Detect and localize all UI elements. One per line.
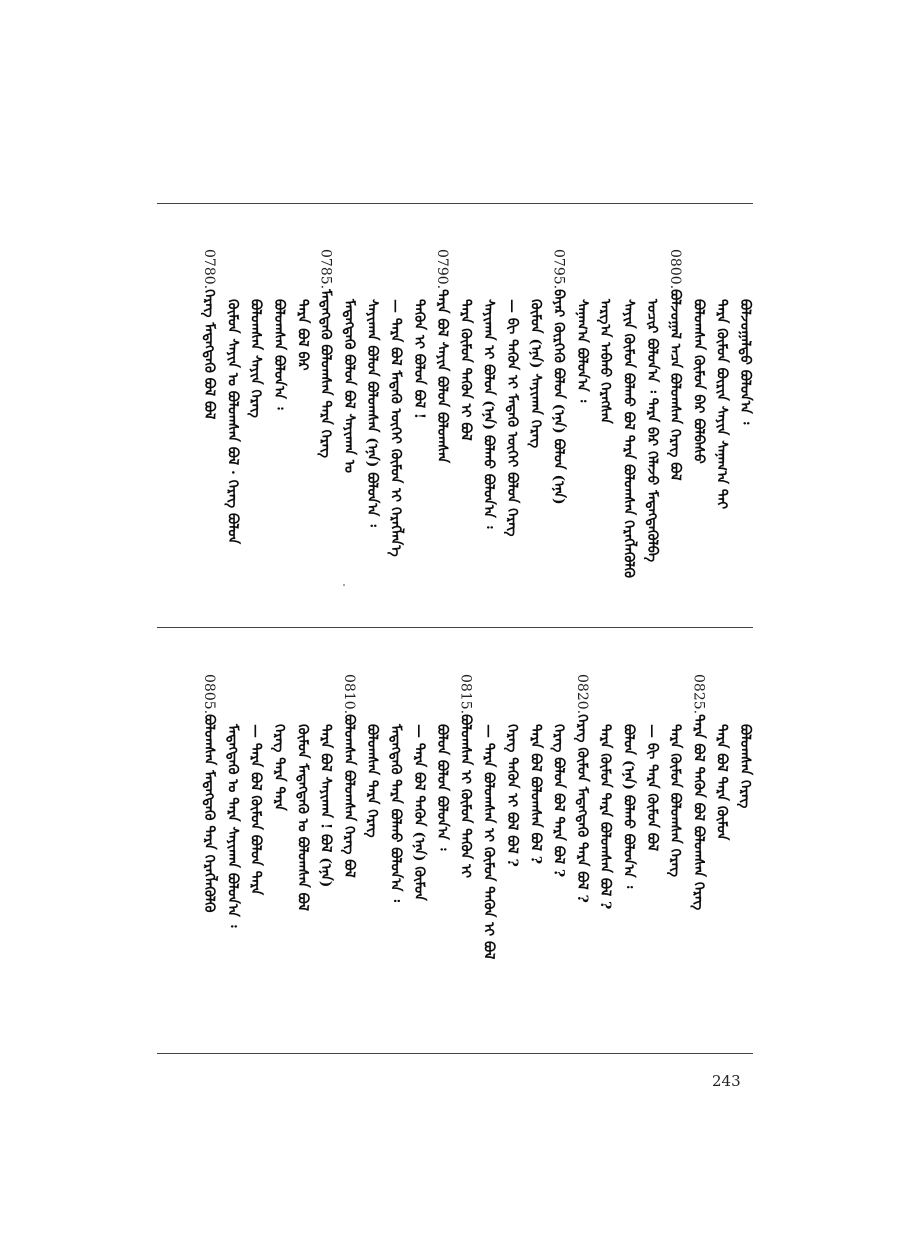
verse-line (502, 299, 522, 536)
verse-line (525, 724, 545, 864)
verse-text: ᠰᠠᠨᠠᠭ᠎ᠠ ᠪᠣᠯᠤᠨ᠎ᠠ ᠄ (573, 299, 590, 403)
verse-text: ᠬᠡᠷᠡᠭ ᠪᠣᠯᠤᠨ ᠪᠣᠯ ᠲᠡᠷᠡ ᠪᠣᠯ ? (550, 724, 567, 878)
verse-line (316, 724, 336, 887)
verse-text: — ᠲᠡᠷᠡ ᠪᠣᠯ ᠬᠦᠮᠦᠨ ᠪᠣᠯᠤᠨ ᠲᠡᠷᠡ (247, 724, 264, 896)
verse-text: ᠲᠡᠭᠦᠨ ᠢ ᠪᠣᠯᠤᠨ ᠪᠣᠯ ! (410, 299, 427, 420)
verse-line (502, 724, 522, 867)
verse-line (455, 674, 475, 878)
verse-line (735, 299, 755, 424)
verse-line (246, 299, 266, 418)
verse-text: ᠪᠣᠯᠵᠣᠭᠠᠯ ᠠᠴᠠ ᠪᠣᠯᠣᠭᠰᠠᠨ ᠬᠡᠷᠡᠭ ᠪᠣᠯ (667, 289, 684, 481)
verse-line (339, 674, 359, 878)
verse-line (432, 249, 452, 463)
verse-text: ᠪᠣᠯᠤᠨ (ᠡᠨᠡ) ᠪᠣᠯᠬᠤ ᠪᠣᠯᠤᠨ᠎ᠠ ᠄ (620, 724, 637, 889)
verse-line (386, 299, 406, 557)
verse-line (339, 299, 359, 473)
verse-text: ᠰᠠᠶᠢᠬᠠᠨ ᠢ ᠪᠣᠯᠤᠨ (ᠡᠨᠡ) ᠪᠣᠯᠬᠤ ᠪᠣᠯᠤᠨ᠎ᠠ ᠄ (480, 299, 497, 529)
print-speck (343, 584, 345, 586)
verse-block-lower (0, 630, 899, 1050)
verse-text: ᠪᠣᠯᠣᠭᠰᠠᠨ ᠮᠡᠳᠡᠭᠳᠡᠬᠦ ᠲᠡᠷᠡ ᠬᠡᠷᠡᠭᠯᠡᠭᠦᠯᠬᠦ (201, 714, 218, 913)
verse-text: ᠬᠦᠮᠦᠨ (ᠡᠨᠡ) ᠰᠠᠶᠢᠬᠠᠨ ᠬᠡᠷᠡᠭ (527, 299, 544, 449)
verse-line (665, 724, 685, 877)
middle-rule (157, 627, 753, 628)
verse-line (619, 724, 639, 888)
verse-text: ᠲᠡᠷᠡ ᠪᠣᠯ ᠲᠡᠭᠦᠨ ᠪᠣᠯ ᠪᠣᠯᠣᠭᠰᠠᠨ ᠬᠡᠷᠡᠭ (690, 714, 707, 911)
top-rule (157, 203, 753, 204)
verse-line (525, 299, 545, 448)
verse-text: ᠬᠡᠷᠡᠭ ᠮᠡᠳᠡᠭᠳᠡᠬᠦ ᠪᠣᠯ ᠪᠣᠯ (201, 289, 218, 420)
verse-text: ᠪᠣᠯᠤᠭᠰᠠᠨ ᠪᠣᠯᠤᠨ᠎ᠠ ᠄ (271, 299, 287, 410)
line-number: 0815. (457, 674, 474, 715)
verse-line (595, 724, 615, 909)
verse-line (362, 724, 382, 838)
verse-line (735, 724, 755, 808)
verse-line (199, 249, 219, 419)
verse-text: ᠪᠣᠯᠣᠭᠰᠠᠨ ᠰᠠᠶᠢᠨ ᠬᠡᠷᠡᠭ (247, 299, 264, 418)
line-number: 0795. (550, 249, 567, 290)
line-number: 0780. (201, 249, 218, 290)
verse-text: ᠮᠡᠳᠡᠭᠳᠡᠬᠦ ᠲᠡᠷᠡ ᠪᠣᠯᠬᠤ ᠪᠣᠯᠤᠨ᠎ᠠ ᠄ (387, 724, 404, 902)
line-number: 0805. (201, 674, 218, 715)
verse-text: ᠬᠡᠷᠡᠭ ᠲᠡᠷᠡ ᠲᠡᠷᠡ (271, 724, 287, 811)
verse-line (572, 299, 592, 402)
verse-line (688, 674, 708, 910)
verse-line (386, 724, 406, 902)
verse-line (316, 249, 336, 458)
verse-line (199, 674, 219, 913)
verse-text: ᠪᠣᠯᠤᠭᠰᠠᠨ ᠪᠣᠯᠣᠭᠰᠠᠨ ᠬᠡᠷᠡᠭ ᠪᠣᠯ (340, 714, 357, 878)
verse-text: ᠪᠣᠯᠣᠭᠰᠠᠨ ᠬᠡᠷᠡᠭ (737, 724, 753, 809)
verse-line (642, 299, 662, 562)
verse-text: ᠰᠠᠶᠢᠬᠠᠨ ᠪᠣᠯᠤᠨ ᠪᠣᠯᠤᠭᠰᠠᠨ (ᠡᠨᠡ) ᠪᠣᠯᠤᠨ᠎ᠠ ᠄ (364, 299, 381, 527)
verse-line (409, 724, 429, 901)
verse-line (269, 724, 289, 811)
line-number: 0790. (434, 249, 451, 290)
verse-line (246, 724, 266, 895)
verse-text: — ᠪᠢ ᠲᠡᠷᠡ ᠬᠦᠮᠦᠨ ᠪᠣᠯ (643, 724, 660, 852)
line-number: 0825. (690, 674, 707, 715)
verse-line (479, 724, 499, 959)
verse-text: ᠠᠷᠭ᠎ᠠ ᠠᠪᠬᠤ ᠬᠡᠷᠡᠭᠰᠡᠨ (597, 299, 614, 424)
verse-text: ᠬᠦᠮᠦᠨ ᠰᠠᠶᠢᠨ ᠤ ᠪᠣᠯᠣᠭᠰᠠᠨ ᠪᠣᠯ · ᠬᠡᠷᠡᠭ ᠪᠣᠯᠤᠨ (224, 299, 241, 545)
verse-text: ᠲᠡᠷᠡ ᠪᠣᠯ ᠰᠠᠶᠢᠬᠠᠨ ! ᠪᠣᠯ (ᠡᠨᠡ) (317, 724, 334, 888)
verse-line (549, 724, 569, 877)
verse-line (712, 724, 732, 840)
bottom-rule (157, 1053, 753, 1054)
verse-text: ᠲᠡᠷᠡ ᠪᠣᠯ ᠪᠣᠯᠣᠭᠰᠠᠨ ᠪᠣᠯ ? (527, 724, 544, 865)
verse-text: ᠪᠠᠶᠠᠷ ᠬᠦᠷᠭᠡᠬᠦ ᠪᠣᠯᠤᠨ (ᠡᠨᠡ) ᠪᠣᠯᠤᠨ (ᠡᠨᠡ) (550, 289, 567, 505)
verse-line (549, 249, 569, 505)
verse-line (688, 299, 708, 464)
verse-text: ᠤᠴᠢᠷ ᠪᠣᠯᠤᠨ᠎ᠠ ᠄ ᠲᠡᠷᠡ ᠪᠡᠷ ᠬᠡᠯᠡᠵᠦ ᠮᠡᠳᠡᠭᠳᠡᠭᠦᠯᠪᠡ (643, 299, 660, 563)
verse-text: — ᠲᠡᠷᠡ ᠪᠣᠯᠣᠭᠰᠠᠨ ᠢ ᠬᠦᠮᠦᠨ ᠲᠡᠭᠦᠨ ᠢ ᠪᠣᠯ (480, 724, 497, 960)
verse-text: — ᠪᠢ ᠲᠡᠭᠦᠨ ᠢ ᠮᠡᠳᠡᠬᠦ ᠦᠭᠡᠢ ᠪᠣᠯᠤᠨ ᠬᠡᠷᠡᠭ (504, 299, 520, 537)
verse-line (409, 299, 429, 419)
verse-line (572, 674, 592, 903)
verse-text: ᠬᠡᠷᠡᠭ ᠲᠡᠭᠦᠨ ᠢ ᠪᠣᠯ ᠪᠣᠯ ? (504, 724, 520, 867)
verse-text: ᠲᠡᠷᠡ ᠬᠦᠮᠦᠨ ᠪᠣᠯᠣᠭᠰᠠᠨ ᠬᠡᠷᠡᠭ (667, 724, 684, 877)
verse-text: ᠰᠠᠶᠢᠨ ᠬᠦᠮᠦᠨ ᠪᠣᠯᠬᠤ ᠪᠣᠯ ᠲᠡᠷᠡ ᠪᠣᠯᠤᠭᠰᠠᠨ ᠬᠡᠷᠡᠭᠯᠡᠭᠦᠯᠬᠦ (620, 299, 637, 578)
verse-text: ᠲᠡᠷᠡ ᠬᠦᠮᠦᠨ ᠲᠡᠭᠦᠨ ᠢ ᠪᠣᠯ (457, 299, 474, 441)
verse-text: ᠮᠡᠳᠡᠭᠳᠡᠬᠦ ᠪᠣᠯᠣᠭᠰᠠᠨ ᠲᠡᠷᠡ ᠬᠡᠷᠡᠭ (317, 289, 334, 459)
verse-line (455, 299, 475, 441)
verse-text: ᠲᠡᠷᠡ ᠪᠣᠯ ᠰᠠᠶᠢᠨ ᠪᠣᠯᠤᠨ ᠪᠣᠯᠣᠭᠰᠠᠨ (434, 289, 451, 464)
verse-line (222, 299, 242, 544)
verse-text: ᠪᠣᠯᠣᠭᠰᠠᠨ ᠢ ᠬᠦᠮᠦᠨ ᠲᠡᠭᠦᠨ ᠢ (457, 714, 474, 879)
verse-line (712, 299, 732, 509)
line-number: 0785. (317, 249, 334, 290)
verse-text: ᠲᠡᠷᠡ ᠪᠣᠯ ᠲᠡᠷᠡ ᠬᠦᠮᠦᠨ (713, 724, 730, 841)
verse-text: ᠬᠦᠮᠦᠨ ᠮᠡᠳᠡᠭᠳᠡᠬᠦ ᠤ ᠪᠣᠯᠣᠭᠰᠠᠨ ᠪᠣᠯ (294, 724, 311, 911)
verse-text: ᠲᠡᠷᠡ ᠬᠦᠮᠦᠨ ᠪᠦᠷᠢᠨ ᠰᠠᠶᠢᠨ ᠰᠠᠨᠠᠭ᠎ᠠ ᠲᠠᠶ (713, 299, 730, 510)
verse-block-upper (0, 205, 899, 625)
verse-line (619, 299, 639, 578)
verse-text: ᠮᠡᠳᠡᠭᠳᠡᠬᠦ ᠤ ᠲᠡᠷᠡ ᠰᠠᠶᠢᠬᠠᠨ ᠪᠣᠯᠤᠨ᠎ᠠ ᠄ (224, 724, 241, 928)
verse-text: ᠪᠣᠯᠣᠭᠰᠠᠨ ᠲᠡᠷᠡ ᠬᠡᠷᠡᠭ (364, 724, 381, 838)
verse-line (479, 299, 499, 528)
verse-text: — ᠲᠡᠷᠡ ᠪᠣᠯ ᠮᠡᠳᠡᠬᠦ ᠦᠭᠡᠢ ᠬᠦᠮᠦᠨ ᠢ ᠬᠡᠷᠡᠭᠯᠡᠨ᠎ᠡ (387, 299, 404, 557)
verse-text: — ᠲᠡᠷᠡ ᠪᠣᠯ ᠲᠡᠭᠦᠨ (ᠡᠨᠡ) ᠬᠦᠮᠦᠨ (410, 724, 427, 901)
line-number: 0810. (340, 674, 357, 715)
verse-text: ᠪᠣᠯᠤᠨ ᠪᠣᠯᠤᠨ ᠪᠣᠯᠤᠨ᠎ᠠ ᠄ (434, 724, 451, 851)
verse-line (269, 299, 289, 410)
verse-line (292, 299, 312, 371)
verse-line (595, 299, 615, 424)
verse-text: ᠪᠣᠯᠤᠭᠰᠠᠨ ᠬᠦᠮᠦᠨ ᠪᠡᠷ ᠪᠣᠯᠪᠠᠰᠤ (690, 299, 707, 464)
line-number: 0820. (573, 674, 590, 715)
verse-line (665, 249, 685, 481)
verse-line (362, 299, 382, 527)
line-number: 0800. (667, 249, 684, 290)
verse-line (432, 724, 452, 850)
verse-line (642, 724, 662, 851)
page-number: 243 (712, 1072, 741, 1090)
verse-line (292, 724, 312, 911)
verse-text: ᠬᠡᠷᠡᠭ ᠬᠦᠮᠦᠨ ᠮᠡᠳᠡᠭᠳᠡᠬᠦ ᠲᠡᠷᠡ ᠪᠣᠯ ? (573, 714, 590, 903)
verse-line (222, 724, 242, 927)
verse-text: ᠲᠡᠷᠡ ᠬᠦᠮᠦᠨ ᠲᠡᠷᠡ ᠪᠣᠯᠤᠭᠰᠠᠨ ᠪᠣᠯ ? (597, 724, 614, 910)
verse-text: ᠮᠡᠳᠡᠭᠳᠡᠬᠦ ᠪᠣᠯᠤᠨ ᠪᠣᠯ ᠰᠠᠶᠢᠬᠠᠨ ᠤ (340, 299, 357, 473)
verse-text: ᠲᠡᠷᠡ ᠪᠣᠯ ᠪᠡᠷ (294, 299, 311, 371)
verse-text: ᠪᠣᠯᠵᠣᠭᠠᠯᠲᠤ ᠪᠣᠯᠤᠨ᠎ᠠ ᠄ (737, 299, 753, 425)
